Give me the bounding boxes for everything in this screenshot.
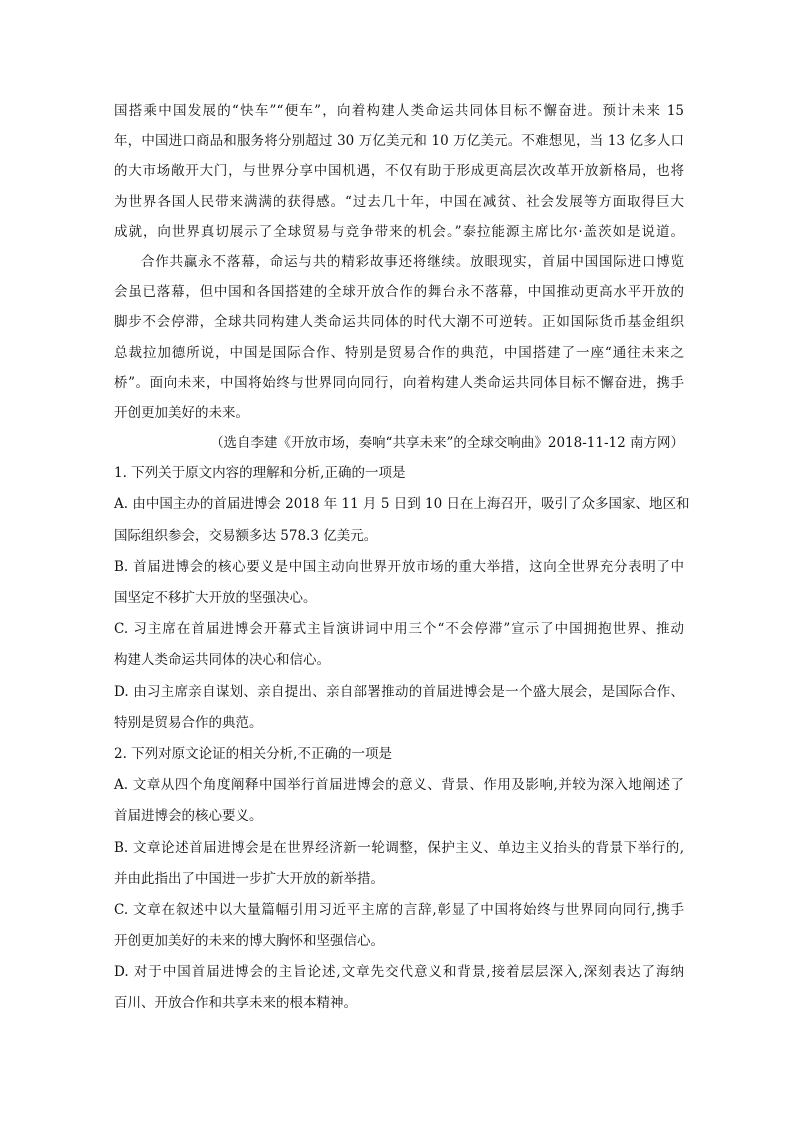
- text-line: 脚步不会停滞，全球共同构建人类命运共同体的时代大潮不可逆转。正如国际货币基金组织: [114, 314, 684, 331]
- option-line: C. 习主席在首届进博会开幕式主旨演讲词中用三个“不会停滞”宣示了中国拥抱世界、推动: [114, 621, 684, 638]
- text-line: 成就，向世界真切展示了全球贸易与竞争带来的机会。”泰拉能源主席比尔·盖茨如是说道。: [114, 223, 684, 240]
- text-line: 的大市场敞开大门，与世界分享中国机遇，不仅有助于形成更高层次改革开放新格局，也将: [114, 163, 684, 180]
- text-line: 桥”。面向未来，中国将始终与世界同向同行，向着构建人类命运共同体目标不懈奋进，携手: [114, 374, 684, 391]
- passage-paragraph-2: [114, 247, 684, 428]
- option-b: [114, 833, 684, 895]
- option-line: 国坚定不移扩大开放的坚强决心。: [114, 590, 317, 606]
- option-line: 首届进博会的核心要义。: [114, 808, 263, 825]
- passage-source: （选自李建《开放市场，奏响“共享未来”的全球交响曲》2018-11-12 南方网）: [210, 435, 684, 452]
- option-d: [114, 677, 684, 739]
- text-line: 为世界各国人民带来满满的获得感。“过去几十年，中国在减贫、社会发展等方面取得巨大: [114, 193, 684, 210]
- option-line: B. 文章论述首届进博会是在世界经济新一轮调整，保护主义、单边主义抬头的背景下举行的,: [114, 839, 684, 856]
- option-line: D. 对于中国首届进博会的主旨论述,文章先交代意义和背景,接着层层深入,深刻表达了海纳: [114, 964, 684, 981]
- option-line: 开创更加美好的未来的博大胸怀和坚强信心。: [114, 933, 384, 950]
- option-line: C. 文章在叙述中以大量篇幅引用习近平主席的言辞,彰显了中国将始终与世界同向同行,携手: [114, 901, 684, 918]
- option-line: B. 首届进博会的核心要义是中国主动向世界开放市场的重大举措，这向全世界充分表明了中: [114, 558, 684, 575]
- option-c: [114, 614, 684, 676]
- option-d: [114, 957, 684, 1019]
- document-content: [114, 96, 690, 1020]
- option-c: [114, 895, 684, 957]
- option-line: D. 由习主席亲自谋划、亲自提出、亲自部署推动的首届进博会是一个盛大展会，是国际合作、: [114, 683, 684, 700]
- option-line: A. 由中国主办的首届进博会 2018 年 11 月 5 日到 10 日在上海召开，吸引了众多国家、地区和: [114, 496, 690, 513]
- text-line: 开创更加美好的未来。: [114, 404, 249, 421]
- option-line: 并由此指出了中国进一步扩大开放的新举措。: [114, 870, 384, 887]
- option-line: 特别是贸易合作的典范。: [114, 714, 263, 731]
- question-stem: 1. 下列关于原文内容的理解和分析,正确的一项是: [114, 465, 406, 482]
- question-stem: 2. 下列对原文论证的相关分析,不正确的一项是: [114, 745, 392, 762]
- text-line: 国搭乘中国发展的“快车”“便车”，向着构建人类命运共同体目标不懈奋进。预计未来 15: [114, 103, 684, 119]
- option-line: 构建人类命运共同体的决心和信心。: [114, 652, 330, 669]
- text-line: 年，中国进口商品和服务将分别超过 30 万亿美元和 10 万亿美元。不难想见，当 13 亿多人口: [114, 133, 684, 150]
- text-line: 会虽已落幕，但中国和各国搭建的全球开放合作的舞台永不落幕，中国推动更高水平开放的: [114, 284, 684, 301]
- option-line: A. 文章从四个角度阐释中国举行首届进博会的意义、背景、作用及影响,并较为深入地阐述了: [114, 777, 684, 794]
- option-a: [114, 770, 684, 832]
- question-1: [114, 458, 690, 739]
- text-line: 总裁拉加德所说，中国是国际合作、特别是贸易合作的典范，中国搭建了一座“通往未来之: [114, 344, 684, 361]
- option-a: [114, 489, 690, 551]
- passage-paragraph-1: [114, 96, 684, 247]
- option-line: 国际组织参会，交易额多达 578.3 亿美元。: [114, 527, 378, 544]
- option-b: [114, 552, 684, 614]
- question-2: [114, 739, 684, 1020]
- option-line: 百川、开放合作和共享未来的根本精神。: [114, 995, 357, 1012]
- text-line: 合作共赢永不落幕，命运与共的精彩故事还将继续。放眼现实，首届中国国际进口博览: [141, 253, 684, 270]
